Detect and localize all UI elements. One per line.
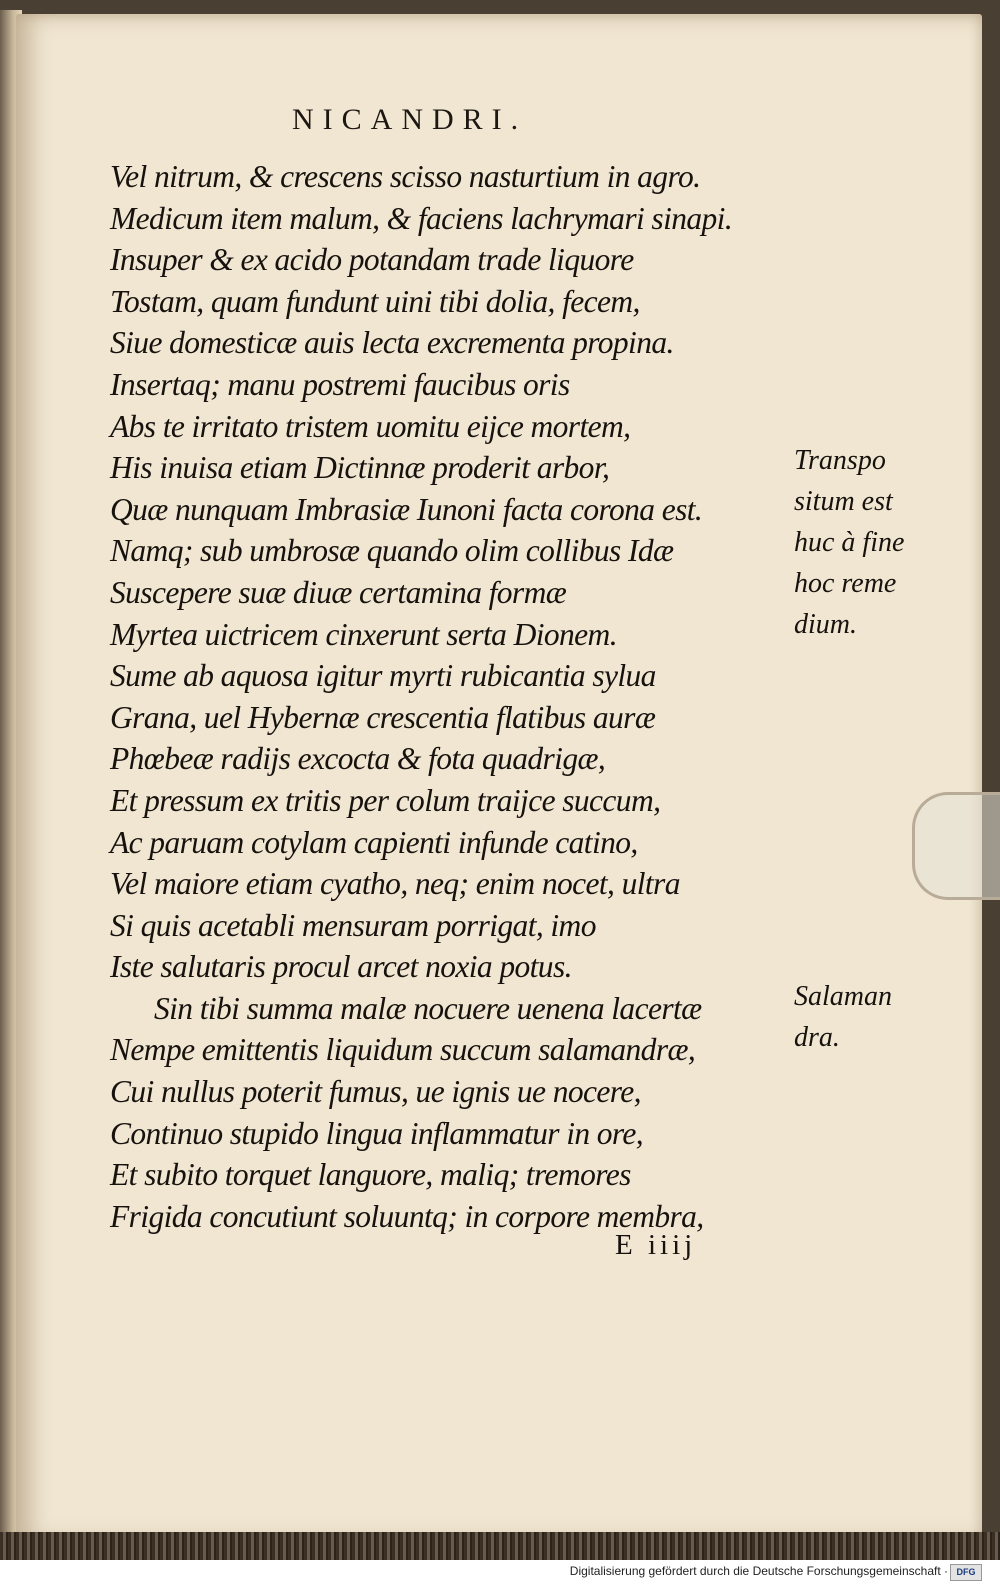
verse-block <box>110 156 810 1237</box>
margin-note-line: dra. <box>794 1022 840 1053</box>
verse-line: Frigida concutiunt soluuntq; in corpore membra, <box>110 1198 704 1234</box>
margin-note-line: Transpo <box>794 445 886 476</box>
verse-line: Insuper & ex acido potandam trade liquore <box>110 242 634 278</box>
verse-line: Siue domesticæ auis lecta excrementa propina. <box>110 325 674 361</box>
margin-note-line: huc à fine <box>794 527 905 558</box>
margin-note-transpositum <box>794 440 904 645</box>
verse-line: Myrtea uictricem cinxerunt serta Dionem. <box>110 616 617 652</box>
verse-line: Tostam, quam fundunt uini tibi dolia, fecem, <box>110 283 640 319</box>
verse-line: Continuo stupido lingua inflammatur in ore, <box>110 1115 644 1151</box>
verse-line: Ac paruam cotylam capienti infunde catino, <box>110 824 638 860</box>
dfg-logo: DFG <box>950 1564 982 1581</box>
verse-line: Cui nullus poterit fumus, ue ignis ue nocere, <box>110 1074 641 1110</box>
margin-note-line: hoc reme <box>794 568 897 599</box>
footer-bar <box>0 1560 1000 1586</box>
verse-line: Quæ nunquam Imbrasiæ Iunoni facta corona est. <box>110 491 703 527</box>
verse-line: Vel nitrum, & crescens scisso nasturtium in agro. <box>110 159 701 194</box>
verse-line: Iste salutaris procul arcet noxia potus. <box>110 949 572 985</box>
margin-note-line: dium. <box>794 609 857 640</box>
verse-line: Suscepere suæ diuæ certamina formæ <box>110 574 567 610</box>
margin-note-line: Salaman <box>794 981 892 1012</box>
verse-line: Nempe emittentis liquidum succum salamandræ, <box>110 1032 696 1068</box>
running-title: NICANDRI. <box>292 103 528 136</box>
margin-note-line: situm est <box>794 486 893 517</box>
verse-line: Et subito torquet languore, maliq; tremores <box>110 1157 631 1193</box>
verse-line: Insertaq; manu postremi faucibus oris <box>110 366 570 402</box>
funding-credit: Digitalisierung gefördert durch die Deutsche Forschungsgemeinschaft · <box>569 1564 948 1578</box>
verse-line: Phœbeæ radijs excocta & fota quadrigæ, <box>110 741 606 777</box>
book-bottom-edge <box>0 1532 1000 1560</box>
verse-line: Grana, uel Hybernæ crescentia flatibus auræ <box>110 699 656 735</box>
verse-line: Sume ab aquosa igitur myrti rubicantia sylua <box>110 658 656 694</box>
signature-mark: E iiij <box>615 1229 697 1261</box>
verse-line: Namq; sub umbrosæ quando olim collibus Idæ <box>110 533 674 569</box>
page-clip <box>912 792 1000 900</box>
verse-line: Medicum item malum, & faciens lachrymari sinapi. <box>110 200 733 236</box>
verse-line: Abs te irritato tristem uomitu eijce mortem, <box>110 408 631 444</box>
verse-line: Si quis acetabli mensuram porrigat, imo <box>110 907 596 943</box>
verse-line: Vel maiore etiam cyatho, neq; enim nocet, ultra <box>110 866 680 902</box>
verse-line: His inuisa etiam Dictinnæ proderit arbor, <box>110 450 610 486</box>
margin-note-salamandra <box>794 976 892 1058</box>
verse-line: Sin tibi summa malæ nocuere uenena lacertæ <box>154 990 702 1026</box>
verse-line: Et pressum ex tritis per colum traijce succum, <box>110 782 661 818</box>
